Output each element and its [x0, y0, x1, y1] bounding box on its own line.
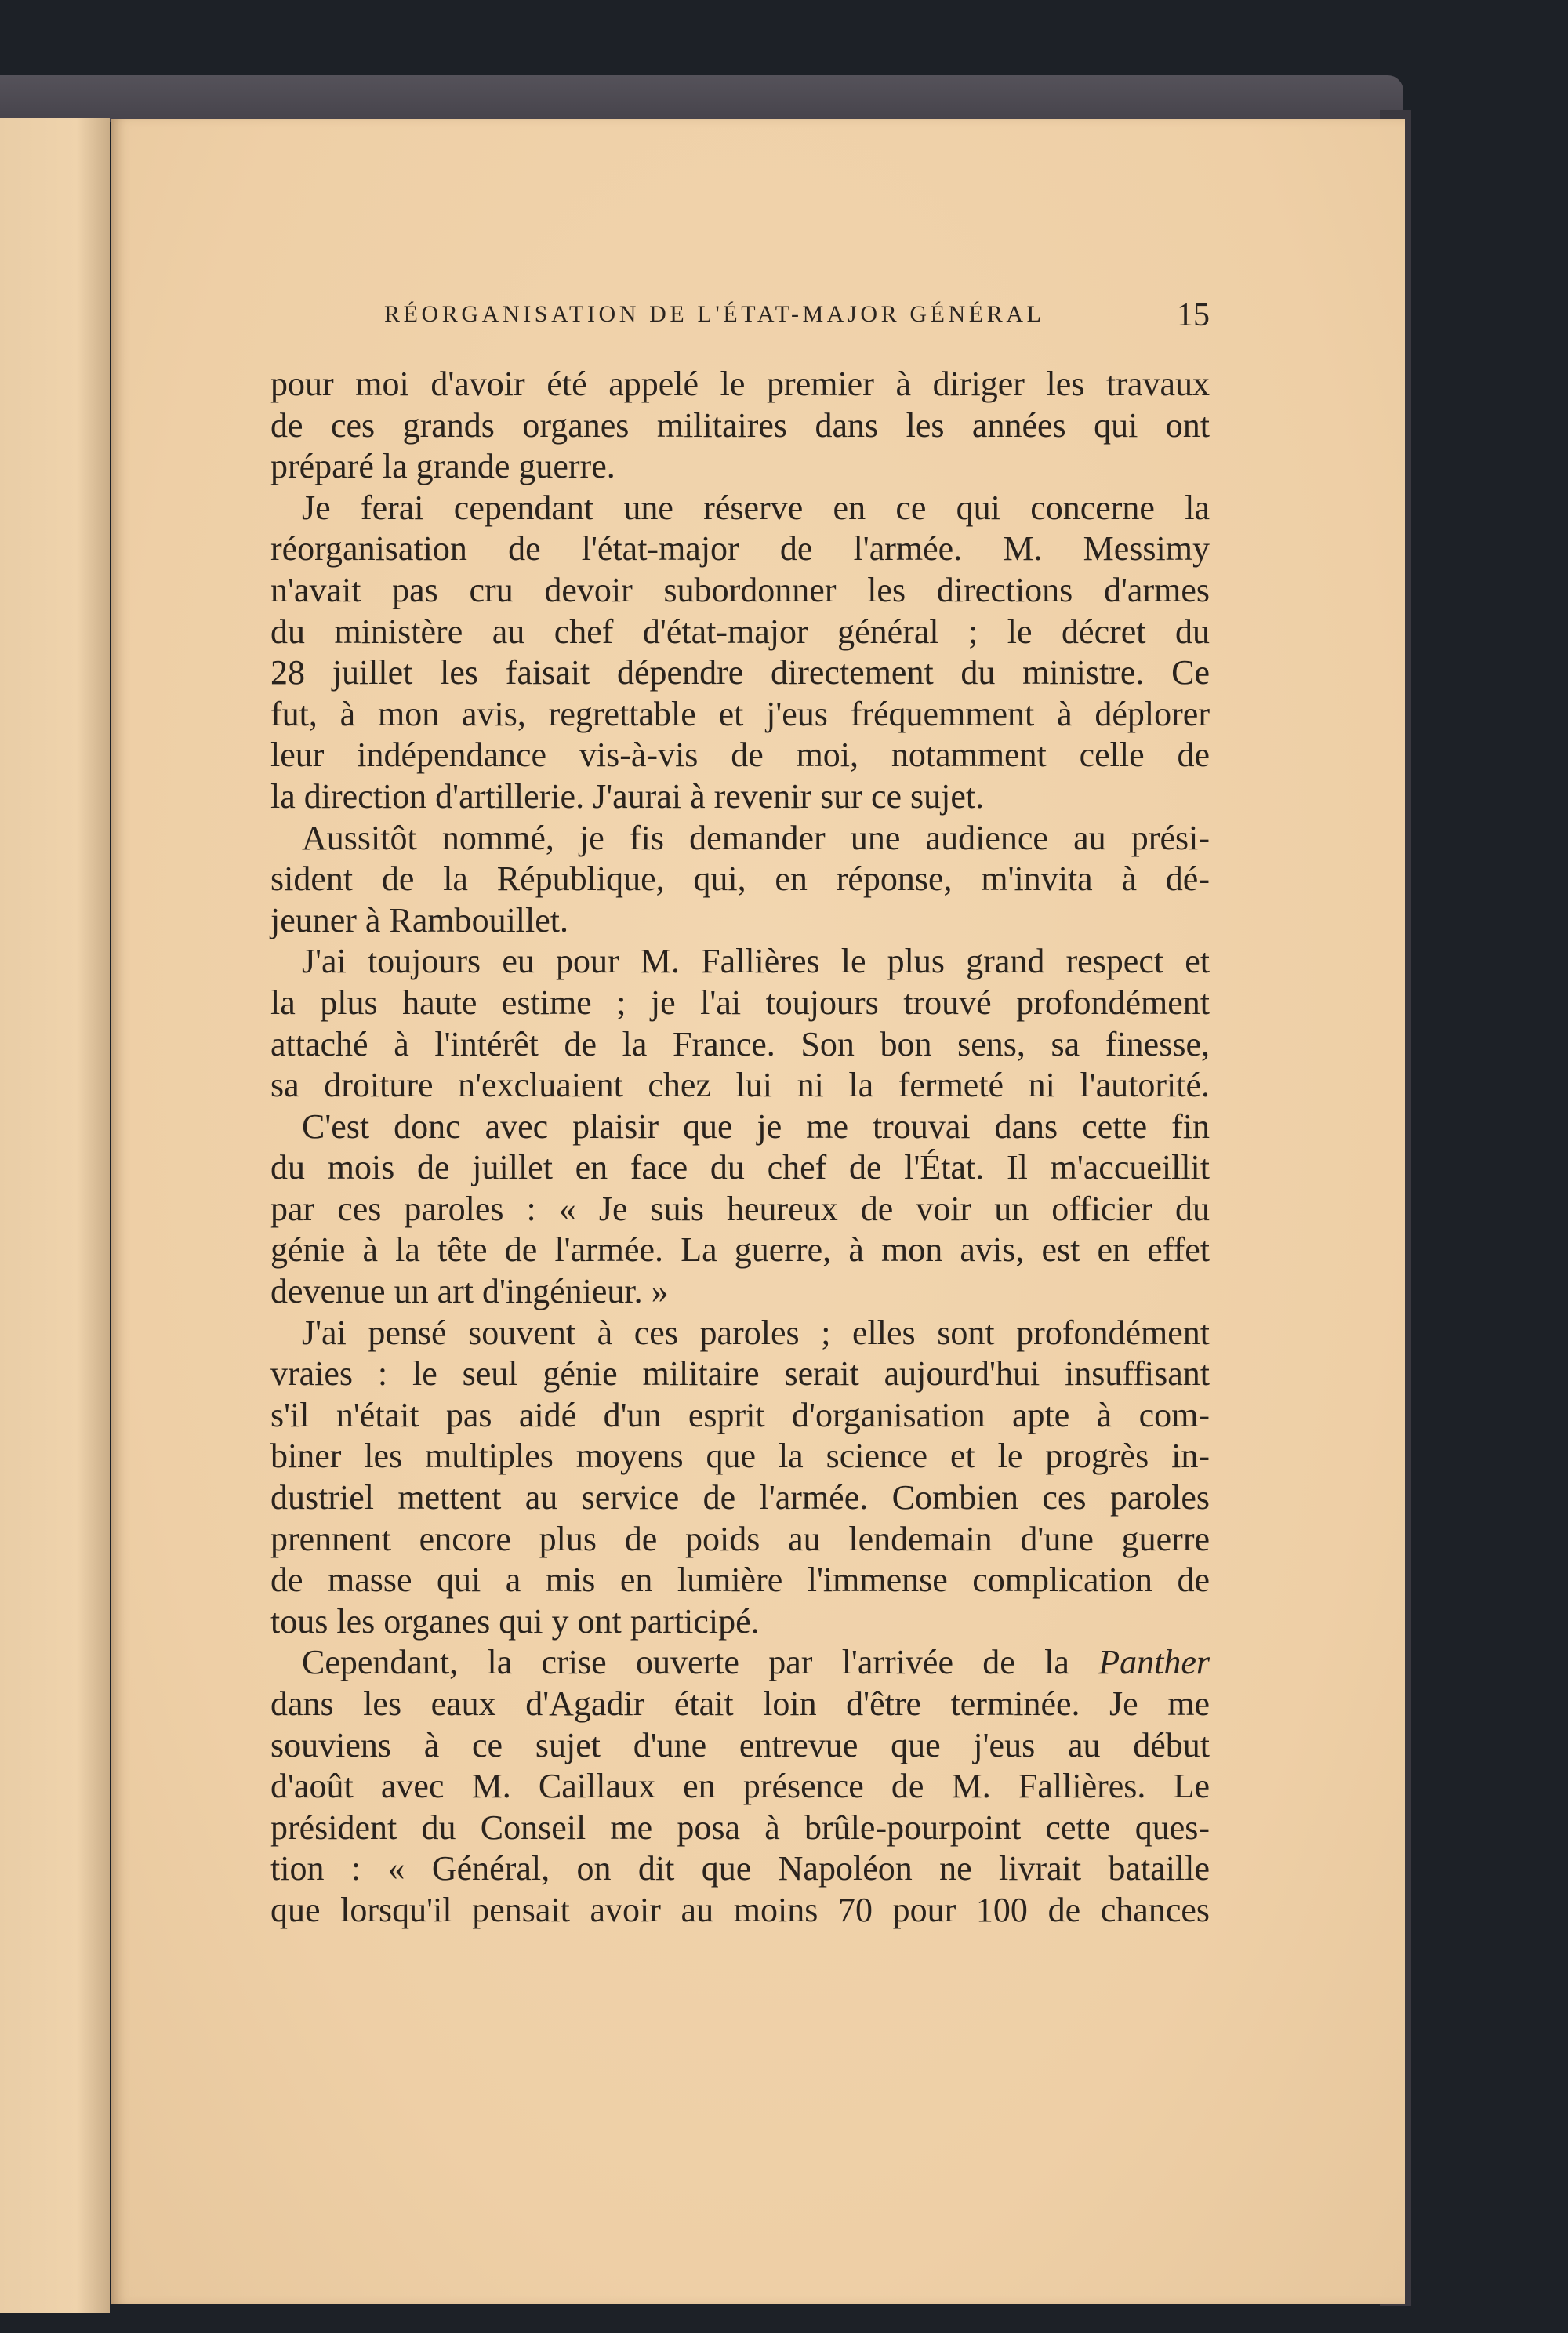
text-line: J'ai pensé souvent à ces paroles ; elles sont profondément	[302, 1313, 1210, 1352]
text-line: génie à la tête de l'armée. La guerre, à mon avis, est en effet	[270, 1230, 1210, 1270]
text-line: devenue un art d'ingénieur. »	[270, 1272, 669, 1311]
italic-text: Panther	[1098, 1643, 1210, 1682]
text-line: président du Conseil me posa à brûle-pourpoint cette ques-	[270, 1808, 1210, 1847]
text-line: leur indépendance vis-à-vis de moi, notamment celle de	[270, 736, 1210, 775]
text-line: 28 juillet les faisait dépendre directement du ministre. Ce	[270, 653, 1210, 692]
text-line: jeuner à Rambouillet.	[270, 900, 568, 939]
text-line: tous les organes qui y ont participé.	[270, 1601, 760, 1641]
text-line: du mois de juillet en face du chef de l'État. Il m'accueillit	[270, 1148, 1210, 1187]
text-line: Je ferai cependant une réserve en ce qui concerne la	[302, 488, 1210, 527]
text-line: dans les eaux d'Agadir était loin d'être terminée. Je me	[270, 1684, 1210, 1723]
text-line: biner les multiples moyens que la science et le progrès in-	[270, 1437, 1210, 1476]
facing-page-edge	[0, 118, 110, 2313]
text-line: de masse qui a mis en lumière l'immense complication de	[270, 1561, 1210, 1600]
text-line: tion : « Général, on dit que Napoléon ne livrait bataille	[270, 1849, 1210, 1888]
text-line: pour moi d'avoir été appelé le premier à diriger les travaux	[270, 365, 1210, 403]
text-line: la plus haute estime ; je l'ai toujours trouvé profondément	[270, 983, 1210, 1022]
text-line: réorganisation de l'état-major de l'armée. M. Messimy	[270, 529, 1210, 569]
text-line: J'ai toujours eu pour M. Fallières le plus grand respect et	[302, 942, 1210, 981]
body-text	[270, 364, 1210, 1931]
text-line: du ministère au chef d'état-major général ; le décret du	[270, 612, 1210, 651]
text-line: d'août avec M. Caillaux en présence de M. Fallières. Le	[270, 1767, 1210, 1806]
page-header	[384, 296, 1210, 336]
text-line: attaché à l'intérêt de la France. Son bon sens, sa finesse,	[270, 1024, 1210, 1063]
running-title: RÉORGANISATION DE L'ÉTAT-MAJOR GÉNÉRAL	[384, 301, 1045, 327]
text-line: préparé la grande guerre.	[270, 447, 615, 486]
text-line: vraies : le seul génie militaire serait aujourd'hui insuffisant	[270, 1354, 1210, 1394]
text-line: dustriel mettent au service de l'armée. Combien ces paroles	[270, 1478, 1210, 1517]
text-line: sa droiture n'excluaient chez lui ni la fermeté ni l'autorité.	[270, 1066, 1210, 1105]
text-line: par ces paroles : « Je suis heureux de voir un officier du	[270, 1189, 1210, 1228]
text-line: sident de la République, qui, en réponse, m'invita à dé-	[270, 859, 1210, 899]
text-line	[270, 1642, 1210, 1684]
text-line: que lorsqu'il pensait avoir au moins 70 pour 100 de chances	[270, 1890, 1210, 1929]
book-cover-edge	[0, 75, 1403, 122]
text-line: fut, à mon avis, regrettable et j'eus fréquemment à déplorer	[270, 694, 1210, 733]
text-line: souviens à ce sujet d'une entrevue que j'eus au début	[270, 1725, 1210, 1764]
text-line: Aussitôt nommé, je fis demander une audience au prési-	[302, 818, 1210, 857]
text-line: s'il n'était pas aidé d'un esprit d'organisation apte à com-	[270, 1395, 1210, 1434]
text-line: de ces grands organes militaires dans les années qui ont	[270, 405, 1210, 445]
text-line: C'est donc avec plaisir que je me trouvai dans cette fin	[302, 1107, 1210, 1146]
text-segment: Cependant, la crise ouverte par l'arrivée de la	[302, 1643, 1099, 1682]
page-number: 15	[1177, 297, 1210, 333]
text-line: n'avait pas cru devoir subordonner les directions d'armes	[270, 570, 1210, 609]
text-line: prennent encore plus de poids au lendemain d'une guerre	[270, 1519, 1210, 1558]
text-line: la direction d'artillerie. J'aurai à revenir sur ce sujet.	[270, 776, 985, 816]
